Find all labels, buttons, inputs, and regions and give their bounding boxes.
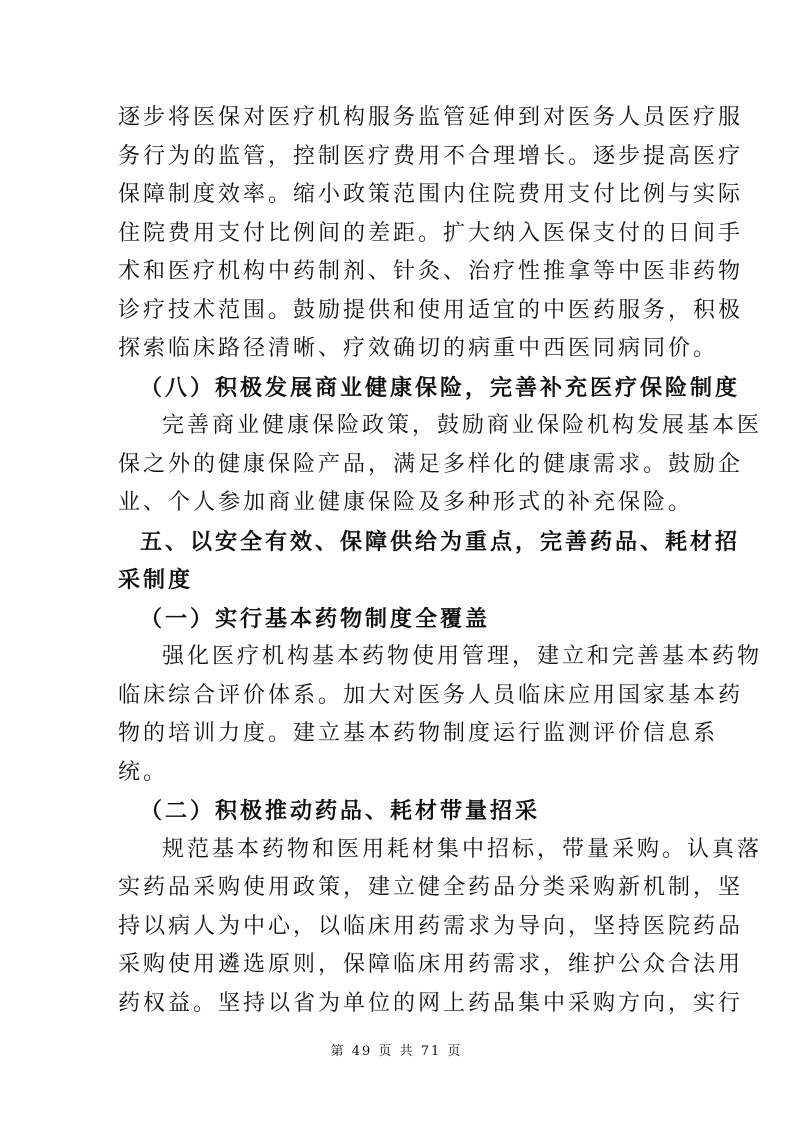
body-text-line: 完善商业健康保险政策，鼓励商业保险机构发展基本医 [162,413,763,438]
section-heading: 五、以安全有效、保障供给为重点，完善药品、耗材招 [140,528,741,555]
body-text-line: 务行为的监管，控制医疗费用不合理增长。逐步提高医疗 [118,143,744,169]
body-text-line: 临床综合评价体系。加大对医务人员临床应用国家基本药 [118,682,744,708]
body-text-line: 逐步将医保对医疗机构服务监管延伸到对医务人员医疗服 [118,105,744,130]
body-text-line: 住院费用支付比例间的差距。扩大纳入医保支付的日间手 [118,220,744,246]
body-text-line: 实药品采购使用政策，建立健全药品分类采购新机制，坚 [118,875,744,900]
body-text-line: 保障制度效率。缩小政策范围内住院费用支付比例与实际 [118,182,744,207]
body-text-line: 采购使用遴选原则，保障临床用药需求，维护公众合法用 [118,952,744,977]
body-text-line: 药权益。坚持以省为单位的网上药品集中采购方向，实行 [118,990,744,1016]
body-text-line: 持以病人为中心，以临床用药需求为导向，坚持医院药品 [118,913,744,939]
body-text-line: 探索临床路径清晰、疗效确切的病重中西医同病同价。 [118,336,719,361]
body-text-line: 术和医疗机构中药制剂、针灸、治疗性推拿等中医非药物 [118,259,744,284]
subsection-heading: （一）实行基本药物制度全覆盖 [140,605,491,632]
subsection-heading: （二）积极推动药品、耗材带量招采 [140,798,541,824]
body-text-line: 诊疗技术范围。鼓励提供和使用适宜的中医药服务，积极 [118,297,744,323]
body-text-line: 业、个人参加商业健康保险及多种形式的补充保险。 [118,490,694,515]
subsection-heading: （八）积极发展商业健康保险，完善补充医疗保险制度 [140,374,741,401]
body-text-line: 保之外的健康保险产品，满足多样化的健康需求。鼓励企 [118,451,744,477]
section-heading-continuation: 采制度 [118,567,194,593]
body-text-line: 物的培训力度。建立基本药物制度运行监测评价信息系 [118,721,719,746]
page-number-footer: 第 49 页 共 71 页 [330,1044,463,1059]
body-text-line: 规范基本药物和医用耗材集中招标，带量采购。认真落 [162,836,763,862]
body-text-line: 统。 [118,759,169,785]
body-text-line: 强化医疗机构基本药物使用管理，建立和完善基本药物 [162,644,763,669]
